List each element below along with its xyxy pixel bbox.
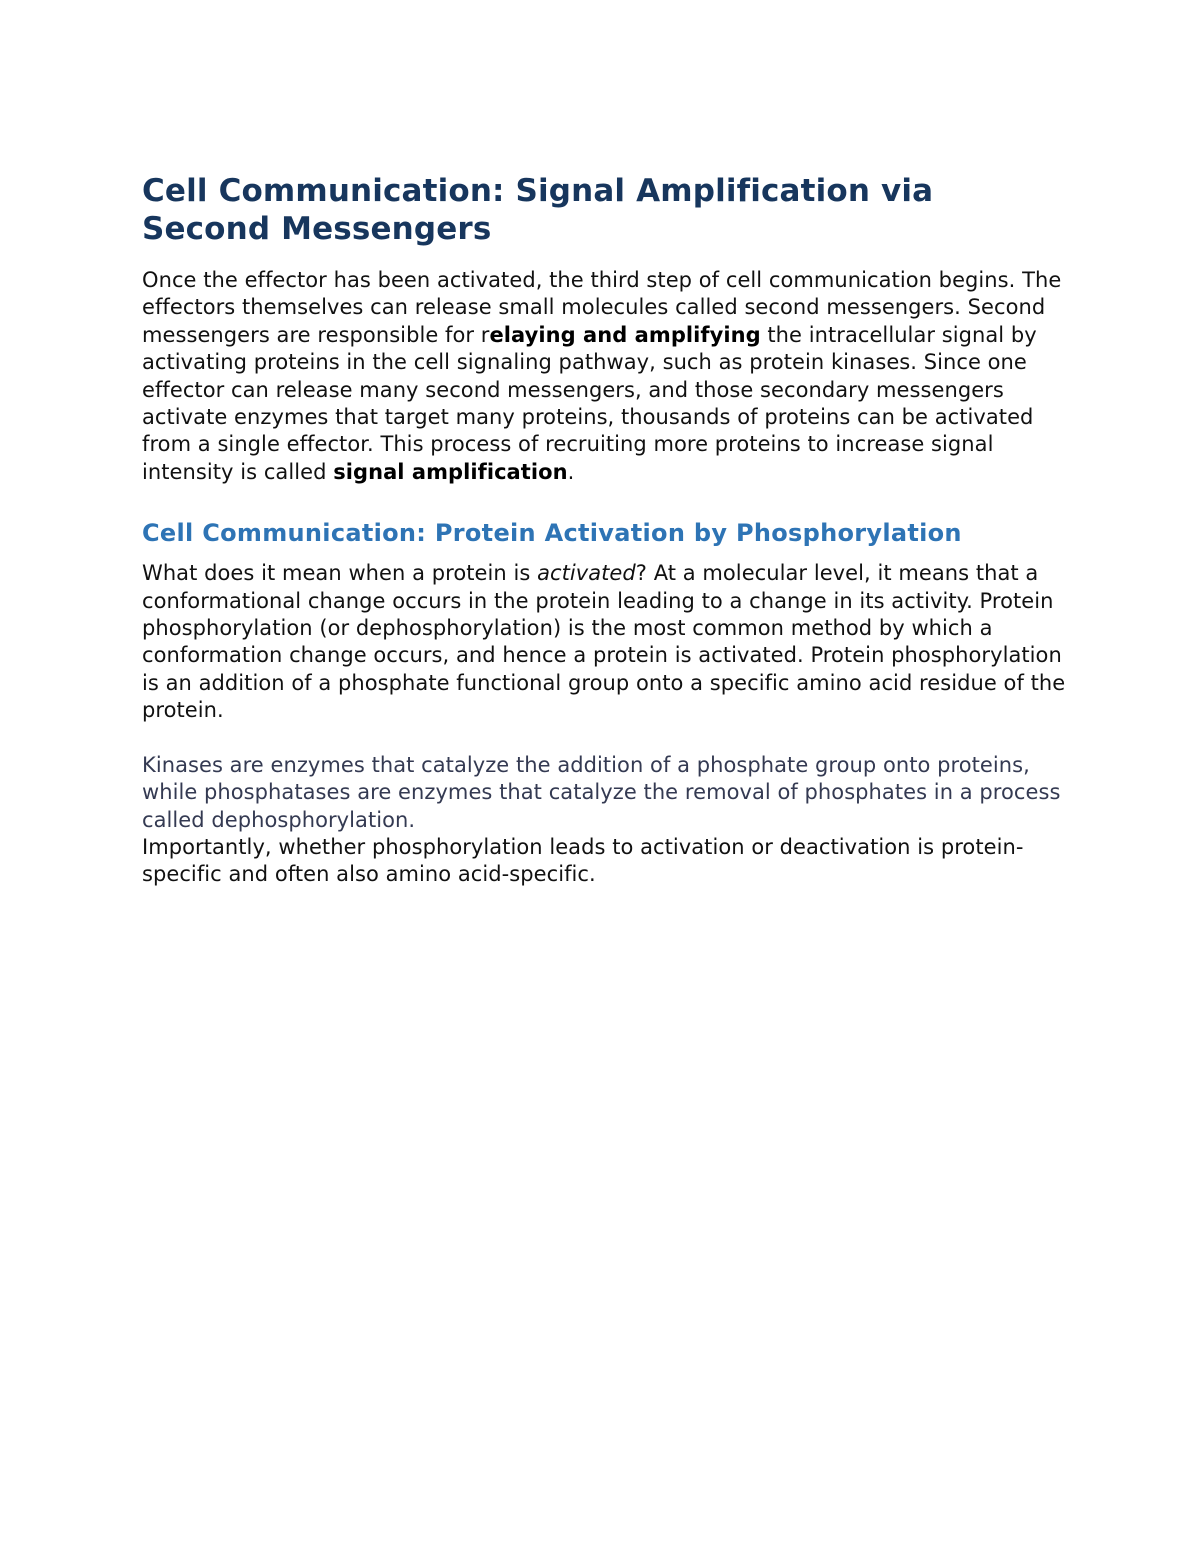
section1-heading: Cell Communication: Signal Amplification via Second Messengers [142,173,934,247]
section1-paragraph [142,267,1072,486]
section2-paragraph2-kinases: Kinases are enzymes that catalyze the addition of a phosphate group onto proteins, while phosphatases are enzymes that catalyze the removal of phosphates in a process called dephosphorylation. [142,752,1061,832]
section1-bold-signal-amplification: signal amplification [333,459,568,484]
section1-text-part3: . [567,459,575,484]
section2-p1-italic-activated: activated [537,561,636,586]
section2-paragraph1 [142,560,1072,724]
section1-bold-relaying: elaying and amplifying [489,322,761,347]
section1-text-part2: the intracellular signal by activating proteins in the cell signaling pathway, such as protein kinases. Since one effector can release many second messengers, and those secondary messengers activate enzymes that target many proteins, thousands of proteins can be activated from a single effector. This process of recruiting more proteins to increase signal intensity is called [142,322,1037,484]
section2-heading: Cell Communication: Protein Activation by Phosphorylation [142,519,962,548]
section2-p1-part2: ? At a molecular level, it means that a conformational change occurs in the protein leading to a change in its activity. Protein phosphorylation (or dephosphorylation) is the most common method by which a conformation change occurs, and hence a protein is activated. Protein phosphorylation is an addition of a phosphate functional group onto a specific amino acid residue of the protein. [142,561,1066,723]
document-page [142,172,1072,889]
section2-paragraph2-importantly: Importantly, whether phosphorylation leads to activation or deactivation is protein-specific and often also amino acid-specific. [142,834,1024,887]
section2-p1-part1: What does it mean when a protein is [142,561,538,586]
section1-text-part1: Once the effector has been activated, the third step of cell communication begins. The effectors themselves can release small molecules called second messengers. Second messengers are responsible for r [142,268,1062,347]
